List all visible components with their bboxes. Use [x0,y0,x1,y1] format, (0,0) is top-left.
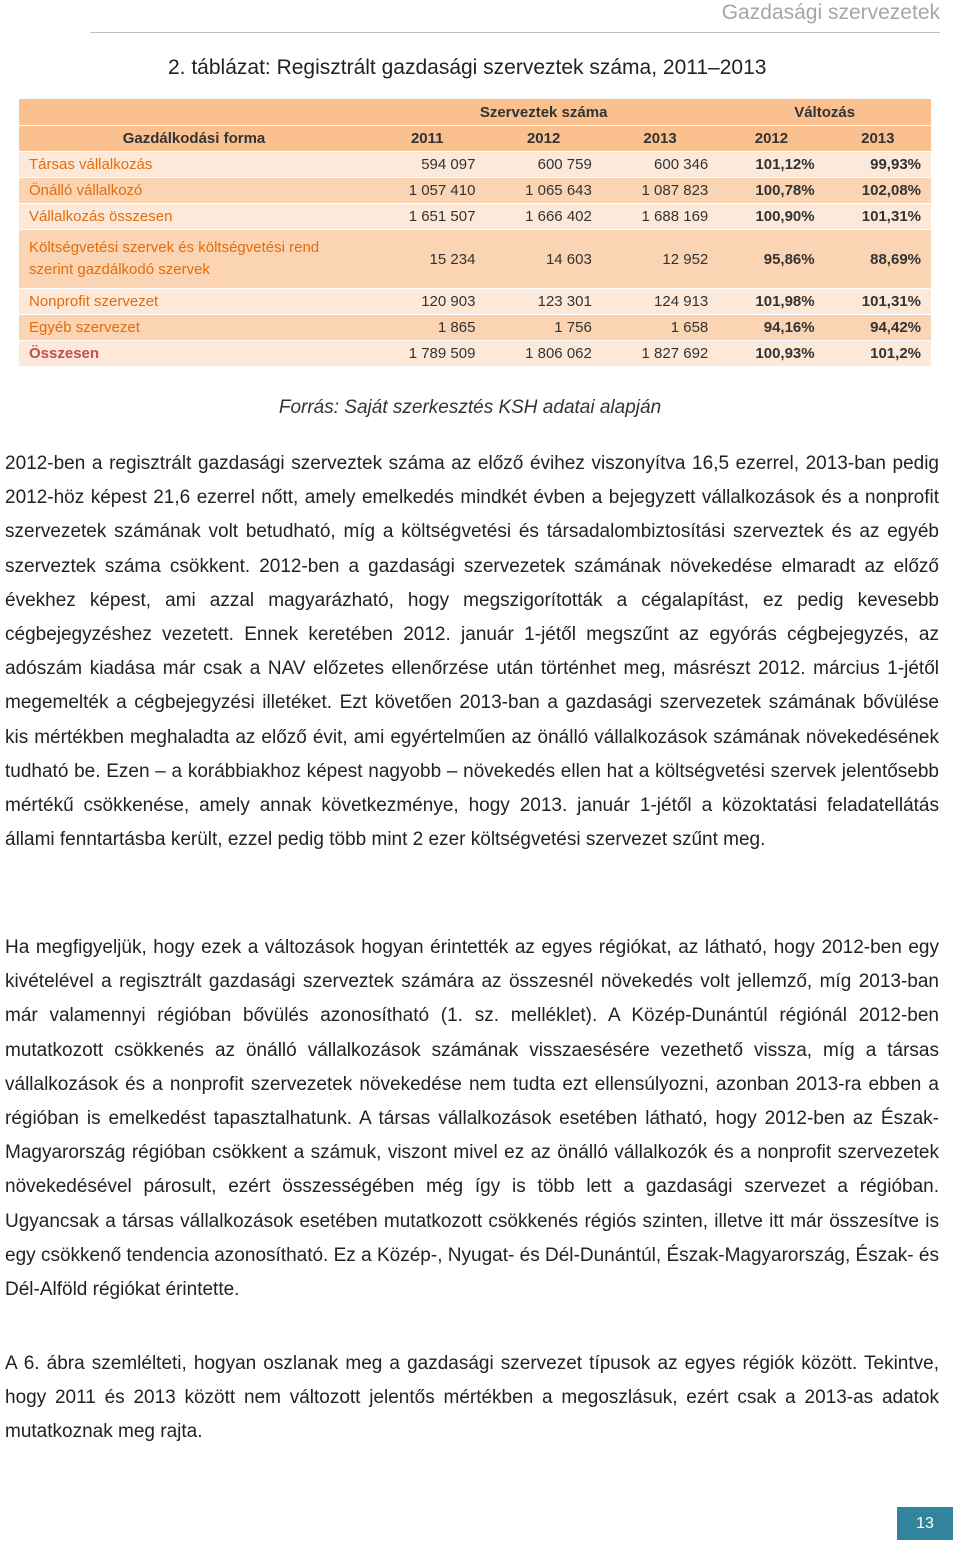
column-header-2012: 2012 [485,126,601,152]
cell-change-2013: 102,08% [825,178,931,204]
row-label: Költségvetési szervek és költségvetési rend szerint gazdálkodó szervek [19,230,369,289]
cell-change-2012: 101,12% [718,152,824,178]
cell-change-2013: 94,42% [825,315,931,341]
cell-2013: 1 658 [602,315,718,341]
cell-2012: 1 065 643 [485,178,601,204]
row-label: Nonprofit szervezet [19,289,369,315]
table-source-note: Forrás: Saját szerkesztés KSH adatai alapján [278,397,662,418]
cell-2011: 1 651 507 [369,204,485,230]
cell-2012: 1 666 402 [485,204,601,230]
table-row [19,289,931,315]
column-header-change-2012: 2012 [718,126,824,152]
column-header-form: Gazdálkodási forma [19,126,369,152]
cell-change-2013: 101,31% [825,289,931,315]
body-paragraph-1: 2012-ben a regisztrált gazdasági szerveztek száma az előző évihez viszonyítva 16,5 ezerrel, 2013-ban pedig 2012-höz képest 21,6 ezerrel nőtt, amely emelkedés mindkét évben a bejegyzett vállalkozások és a nonprofit szervezetek számának volt betudható, míg a költségvetési és társadalombiztosítási szerveztek és az egyéb szerveztek száma csökkent. 2012-ben a gazdasági szervezetek számának növekedése elmaradt az előző évekhez képest, ami azzal magyarázható, hogy megszigorították a cégalapítást, ez pedig kevesebb cégbejegyzéshez vezetett. Ennek keretében 2012. január 1-jétől megszűnt az egyórás cégbejegyzés, az adószám kiadása már csak a NAV előzetes ellenőrzése után történhet meg, másrészt 2012. március 1-jétől megemelték a cégbejegyzési illetéket. Ezt követően 2013-ban a gazdasági szervezetek számának bővülése kis mértékben meghaladta az előző évit, ami egyértelműen az önálló vállalkozások számának növekedésének tudható be. Ezen – a korábbiakhoz képest nagyobb – növekedés ellen hat a költségvetési szervek jelentősebb mértékű csökkenése, amely annak következménye, hogy 2013. január 1-jétől a közoktatási feladatellátás állami fenntartásba került, ezzel pedig több mint 2 ezer költségvetési szervezet szűnt meg. [5,453,939,851]
cell-2012: 123 301 [485,289,601,315]
cell-change-2012: 100,78% [718,178,824,204]
cell-2012: 14 603 [485,230,601,289]
cell-2011: 120 903 [369,289,485,315]
column-header-change-2013: 2013 [825,126,931,152]
cell-change-2013: 88,69% [825,230,931,289]
table-row-total [19,341,931,367]
cell-change-2012: 100,90% [718,204,824,230]
table-group-header-row [19,99,931,126]
table-column-header-row [19,126,931,152]
table-row [19,152,931,178]
cell-2012: 1 806 062 [485,341,601,367]
group-header-change: Változás [718,99,931,126]
cell-change-2012: 100,93% [718,341,824,367]
cell-2013: 600 346 [602,152,718,178]
organizations-table [19,99,931,367]
cell-2012: 600 759 [485,152,601,178]
column-header-2011: 2011 [369,126,485,152]
cell-2013: 124 913 [602,289,718,315]
cell-2011: 594 097 [369,152,485,178]
cell-2013: 12 952 [602,230,718,289]
cell-2011: 1 057 410 [369,178,485,204]
cell-change-2013: 101,31% [825,204,931,230]
cell-change-2012: 101,98% [718,289,824,315]
row-label: Önálló vállalkozó [19,178,369,204]
table-row [19,230,931,289]
cell-2011: 1 865 [369,315,485,341]
table-row [19,204,931,230]
body-paragraph-3: A 6. ábra szemlélteti, hogyan oszlanak meg a gazdasági szervezet típusok az egyes régiók között. Tekintve, hogy 2011 és 2013 között nem változott jelentős mértékben a megoszlásuk, ezért csak a 2013-as adatok mutatkoznak meg rajta. [5,1353,939,1443]
cell-2011: 1 789 509 [369,341,485,367]
row-label: Társas vállalkozás [19,152,369,178]
cell-2013: 1 087 823 [602,178,718,204]
row-label: Vállalkozás összesen [19,204,369,230]
cell-change-2013: 101,2% [825,341,931,367]
cell-2013: 1 827 692 [602,341,718,367]
cell-2012: 1 756 [485,315,601,341]
row-label: Összesen [19,341,369,367]
cell-2013: 1 688 169 [602,204,718,230]
running-header-title: Gazdasági szervezetek [721,1,940,24]
row-label: Egyéb szervezet [19,315,369,341]
header-rule [90,32,940,33]
page-number: 13 [897,1507,953,1540]
table-caption: 2. táblázat: Regisztrált gazdasági szerveztek száma, 2011–2013 [168,56,767,79]
table-row [19,315,931,341]
group-header-count: Szerveztek száma [369,99,718,126]
cell-change-2012: 95,86% [718,230,824,289]
body-paragraph-2: Ha megfigyeljük, hogy ezek a változások hogyan érintették az egyes régiókat, az látható, hogy 2012-ben egy kivételével a regisztrált gazdasági szerveztek számára az összesnél növekedés volt jellemző, míg 2013-ban már valamennyi régióban bővülés azonosítható (1. sz. melléklet). A Közép-Dunántúl régiónál 2012-ben mutatkozott csökkenés az önálló vállalkozások számának visszaesésére vezethető vissza, míg a társas vállalkozások és a nonprofit szervezetek növekedése nem tudta ezt ellensúlyozni, azonban 2013-ra ebben a régióban is emelkedést tapasztalhatunk. A társas vállalkozások esetében látható, hogy 2012-ben az Észak-Magyarország régióban csökkent a számuk, viszont mivel ez az önálló vállalkozók és a nonprofit szervezetek növekedésével párosult, ezért összességében még így is több lett a gazdasági szervezet a régióban. Ugyancsak a társas vállalkozások esetében mutatkozott csökkenés régiós szinten, illetve itt már összesítve is egy csökkenő tendencia azonosítható. Ez a Közép-, Nyugat- és Dél-Dunántúl, Észak-Magyarország, Észak- és Dél-Alföld régiókat érintette. [5,937,939,1301]
column-header-2013: 2013 [602,126,718,152]
cell-change-2012: 94,16% [718,315,824,341]
cell-change-2013: 99,93% [825,152,931,178]
empty-header-cell [19,99,369,126]
cell-2011: 15 234 [369,230,485,289]
table-row [19,178,931,204]
